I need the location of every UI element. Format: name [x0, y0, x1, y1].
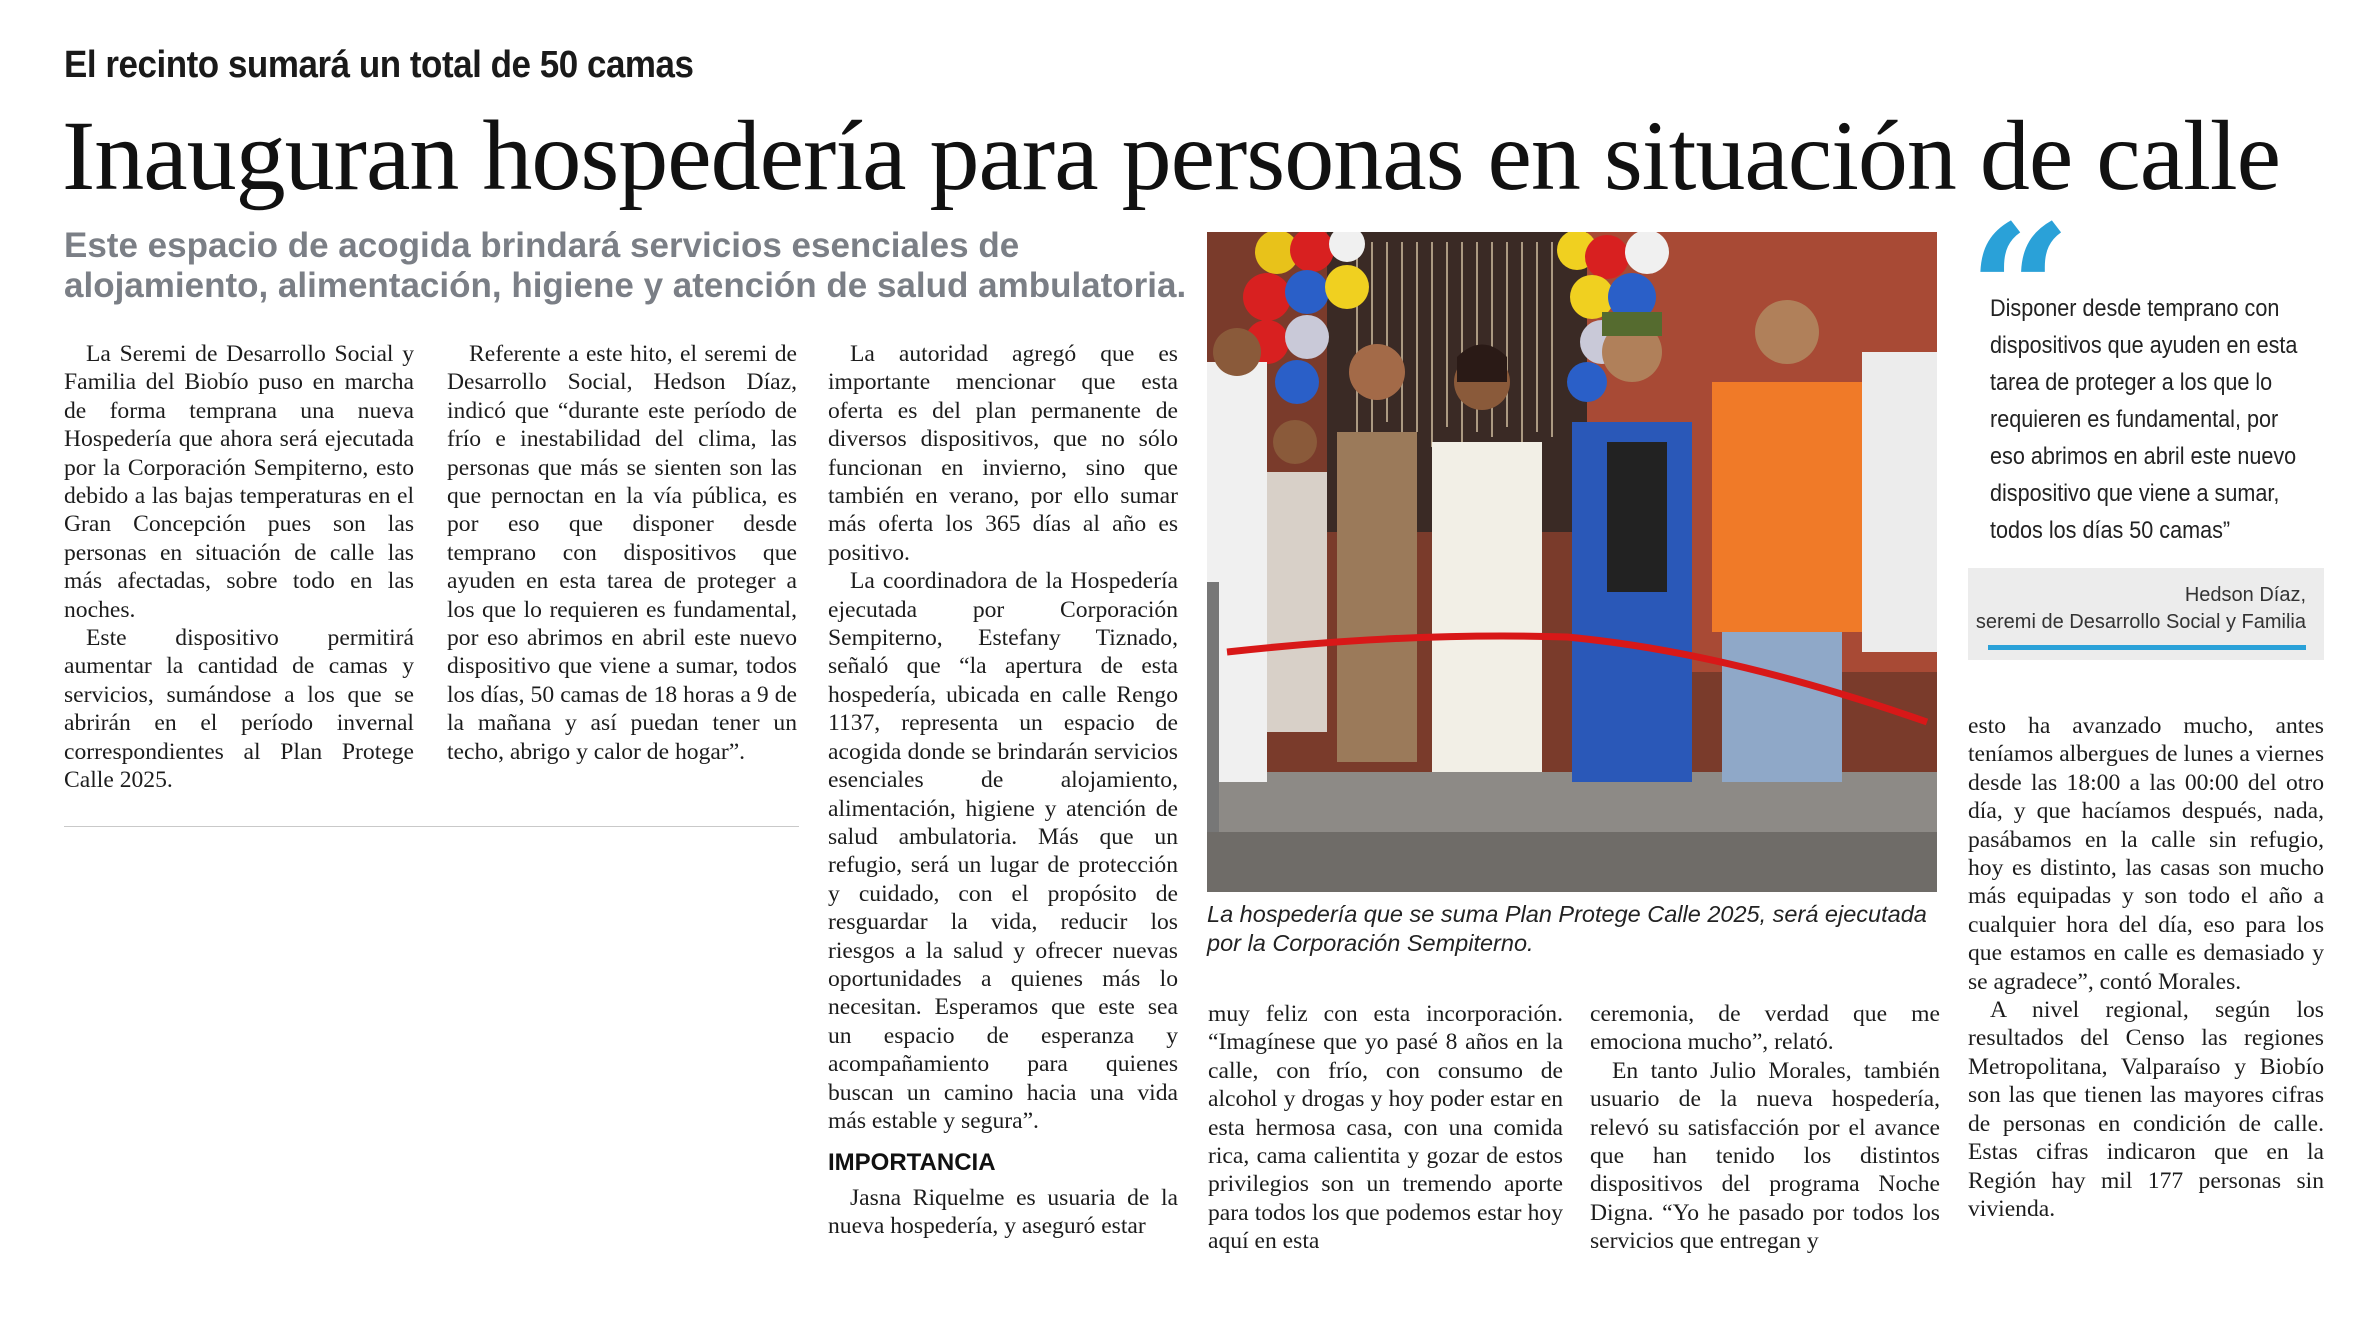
photo-caption: La hospedería que se suma Plan Protege Calle 2025, será ejecutada por la Corporación Sempiterno. [1207, 901, 1927, 956]
article-headline: Inauguran hospedería para personas en situación de calle [62, 100, 2281, 211]
article-column-3 [828, 340, 1178, 1241]
pull-quote [1968, 186, 2324, 660]
article-column-1 [64, 340, 414, 795]
column-divider [64, 826, 799, 827]
quote-author-name: Hedson Díaz, [2184, 584, 2306, 606]
paragraph: muy feliz con esta incorporación. “Imagínese que yo pasé 8 años en la calle, con frío, con consumo de alcohol y drogas y hoy poder estar en esta hermosa casa, con una comida rica, cama calientita y gozar de estos privilegios son un tremendo aporte para todos los que podemos estar hoy aquí en esta [1208, 1001, 1563, 1255]
quote-attribution [1968, 568, 2324, 660]
article-column-6 [1968, 712, 2324, 1223]
photo-illustration [1207, 232, 1937, 892]
pull-quote-text: Disponer desde temprano con dispositivos que ayuden en esta tarea de proteger a los que lo requieren es fundamental, por eso abrimos en abril este nuevo dispositivo que viene a sumar, todos los días 50 camas” [1990, 295, 2298, 544]
article-column-2 [447, 340, 797, 766]
quote-author-role: seremi de Desarrollo Social y Familia [1975, 611, 2306, 633]
paragraph: La autoridad agregó que es importante mencionar que esta oferta es del plan permanente de diversos dispositivos, que no sólo funcionan en invierno, sino que también en verano, por ello sumar más oferta los 365 días al año es positivo. [828, 341, 1178, 566]
article-column-5 [1590, 1000, 1940, 1256]
ribbon-cutting-photo [1207, 232, 1937, 892]
article-column-4 [1208, 1000, 1563, 1256]
paragraph: Este dispositivo permitirá aumentar la cantidad de camas y servicios, sumándose a los que se abrirán en el período invernal correspondientes al Plan Protege Calle 2025. [64, 625, 414, 794]
paragraph: ceremonia, de verdad que me emociona mucho”, relató. [1590, 1001, 1940, 1056]
section-subhead: IMPORTANCIA [828, 1149, 996, 1177]
paragraph: En tanto Julio Morales, también usuario de la nueva hospedería, relevó su satisfacción por el avance que han tenido los distintos dispositivos del programa Noche Digna. “Yo he pasado por todos los servicios que entregan y [1590, 1057, 1940, 1255]
article-deck: Este espacio de acogida brindará servicios esenciales de alojamiento, alimentación, higiene y atención de salud ambulatoria. [64, 226, 1187, 305]
paragraph: esto ha avanzado mucho, antes teníamos albergues de lunes a viernes desde las 18:00 a las 00:00 del otro día, y que hacíamos después, nada, pasábamos en la calle sin refugio, hoy es distinto, las casas son mucho más equipadas y son todo el año a cualquier hora del día, eso para los que estamos en calle es demasiado y se agradece”, contó Morales. [1968, 713, 2324, 995]
article-kicker: El recinto sumará un total de 50 camas [64, 44, 694, 86]
paragraph: Jasna Riquelme es usuaria de la nueva hospedería, y aseguró estar [828, 1184, 1178, 1240]
quote-mark-icon: “ [1968, 186, 2072, 397]
paragraph: La Seremi de Desarrollo Social y Familia del Biobío puso en marcha de forma temprana una nueva Hospedería que ahora será ejecutada por la Corporación Sempiterno, esto debido a las bajas temperaturas en el Gran Concepción pues son las personas en situación de calle las más afectadas, sobre todo en las noches. [64, 341, 414, 623]
quote-accent-bar [1988, 645, 2306, 650]
paragraph: Referente a este hito, el seremi de Desarrollo Social, Hedson Díaz, indicó que “durante este período de frío e inestabilidad del clima, las personas que más se sienten son las que pernoctan en la vía pública, es por eso que disponer desde temprano con dispositivos que ayuden en esta tarea de proteger a los que lo requieren es fundamental, por eso abrimos en abril este nuevo dispositivo que viene a sumar, todos los días, 50 camas de 18 horas a 9 de la mañana y así puedan tener un techo, abrigo y calor de hogar”. [447, 341, 797, 765]
quote-author-block [1976, 582, 2306, 636]
paragraph: A nivel regional, según los resultados del Censo las regiones Metropolitana, Valparaíso y Biobío son las que tienen las mayores cifras de personas en condición de calle. Estas cifras indicaron que en la Región hay mil 177 personas sin vivienda. [1968, 997, 2324, 1222]
paragraph: La coordinadora de la Hospedería ejecutada por Corporación Sempiterno, Estefany Tiznado, señaló que “la apertura de esta hospedería, ubicada en calle Rengo 1137, representa un espacio de acogida donde se brindarán servicios esenciales de alojamiento, alimentación, higiene y atención de salud ambulatoria. Más que un refugio, será un lugar de protección y cuidado, con el propósito de resguardar la vida, reducir los riesgos a la salud y ofrecer nuevas oportunidades a quienes más lo necesitan. Esperamos que este sea un espacio de esperanza y acompañamiento para quienes buscan un camino hacia una vida más estable y segura”. [828, 568, 1178, 1134]
